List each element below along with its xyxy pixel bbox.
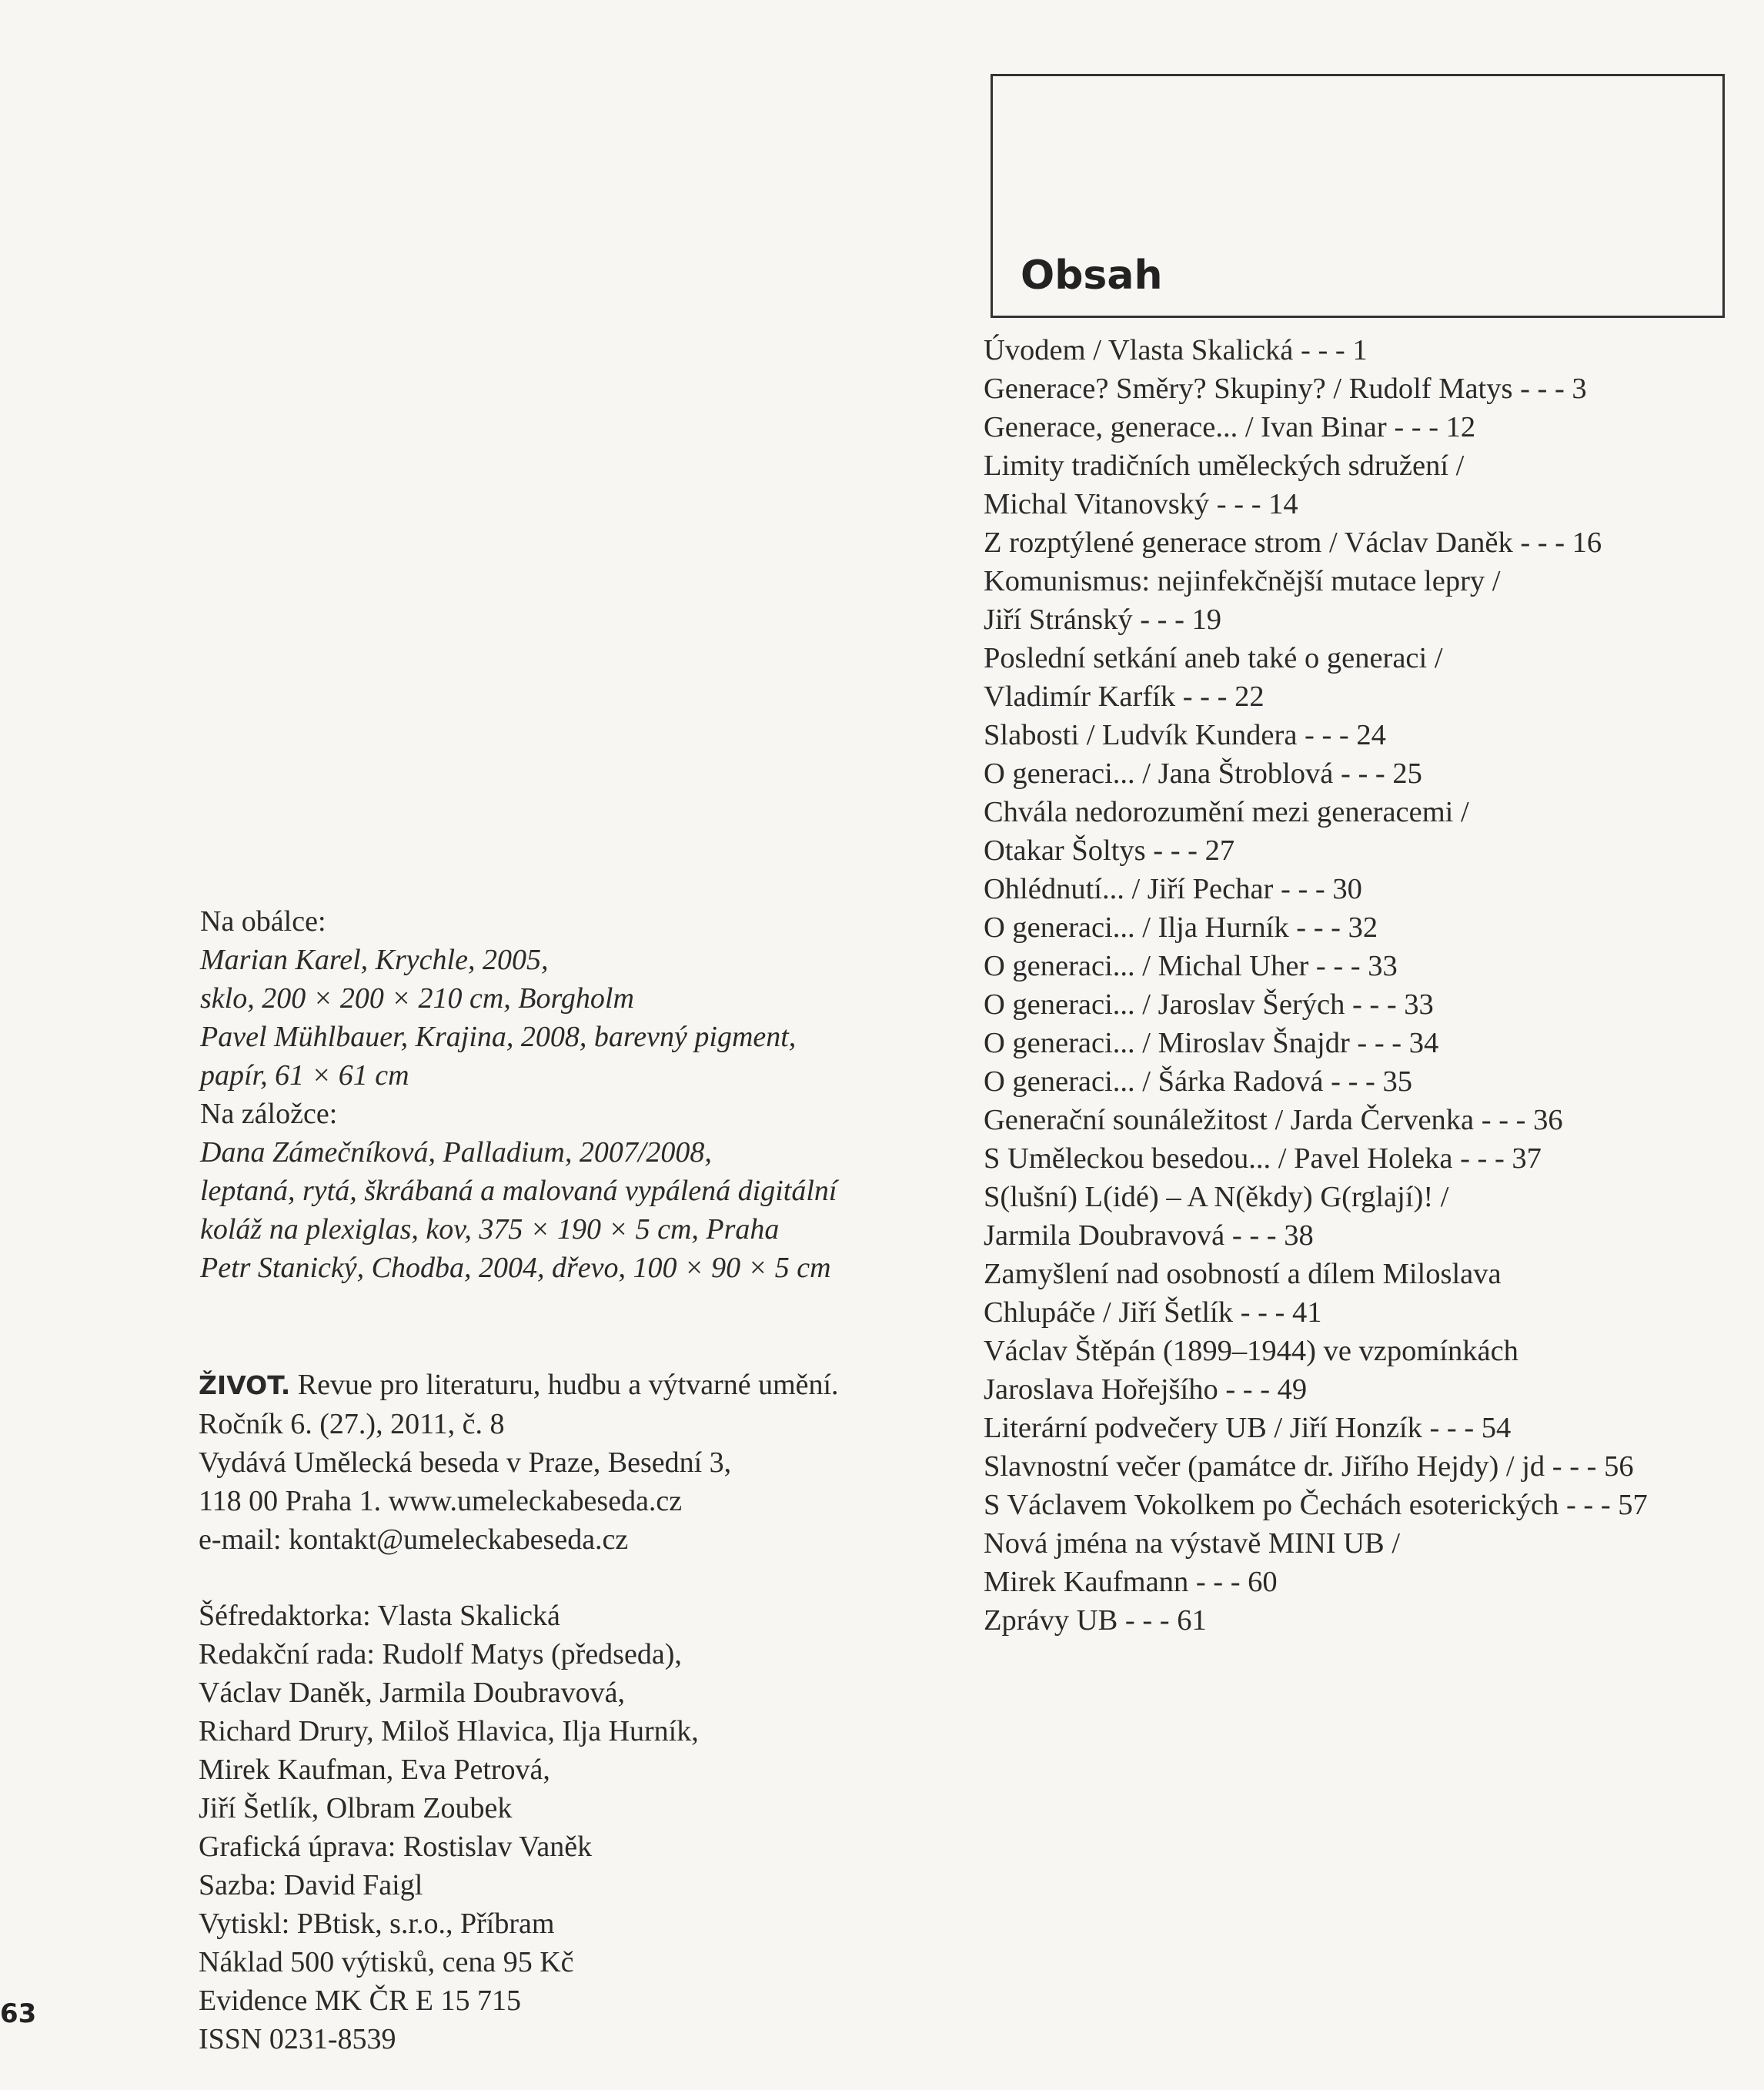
staff-line: ISSN 0231-8539 <box>199 2023 396 2055</box>
cover-credit-line: Pavel Mühlbauer, Krajina, 2008, barevný pigment, <box>200 1021 797 1053</box>
bookmark-credit-line: Dana Zámečníková, Palladium, 2007/2008, <box>200 1136 712 1169</box>
toc-line: Generační sounáležitost / Jarda Červenka - - - 36 <box>984 1104 1563 1136</box>
imprint-line: e-mail: kontakt@umeleckabeseda.cz <box>199 1523 629 1556</box>
cover-credit-line: Marian Karel, Krychle, 2005, <box>200 944 549 976</box>
toc-line: O generaci... / Michal Uher - - - 33 <box>984 950 1398 982</box>
magazine-tagline: Revue pro literaturu, hudbu a výtvarné umění. <box>290 1369 839 1401</box>
toc-line: Jaroslava Hořejšího - - - 49 <box>984 1373 1308 1406</box>
toc-line: S Uměleckou besedou... / Pavel Holeka - - - 37 <box>984 1142 1542 1175</box>
toc-line: Slavnostní večer (památce dr. Jiřího Hejdy) / jd - - - 56 <box>984 1450 1634 1483</box>
toc-line: Generace, generace... / Ivan Binar - - - 12 <box>984 411 1476 443</box>
staff-line: Sazba: David Faigl <box>199 1869 423 1901</box>
toc-line: O generaci... / Ilja Hurník - - - 32 <box>984 911 1378 944</box>
staff-line: Jiří Šetlík, Olbram Zoubek <box>199 1792 513 1824</box>
toc-line: Literární podvečery UB / Jiří Honzík - - - 54 <box>984 1412 1512 1444</box>
imprint-line: Ročník 6. (27.), 2011, č. 8 <box>199 1408 505 1440</box>
contents-heading: Obsah <box>1021 252 1163 299</box>
toc-line: Otakar Šoltys - - - 27 <box>984 834 1235 867</box>
staff-line: Redakční rada: Rudolf Matys (předseda), <box>199 1638 682 1670</box>
staff-line: Václav Daněk, Jarmila Doubravová, <box>199 1677 625 1709</box>
staff-line: Evidence MK ČR E 15 715 <box>199 1985 522 2017</box>
toc-line: Vladimír Karfík - - - 22 <box>984 681 1265 713</box>
toc-line: Z rozptýlené generace strom / Václav Daněk - - - 16 <box>984 527 1602 559</box>
imprint-title-line <box>199 1366 984 1405</box>
table-of-contents <box>984 331 1746 1640</box>
contents-heading-box <box>991 74 1725 318</box>
toc-line: Chvála nedorozumění mezi generacemi / <box>984 796 1469 828</box>
toc-line: Úvodem / Vlasta Skalická - - - 1 <box>984 334 1368 366</box>
toc-line: O generaci... / Šárka Radová - - - 35 <box>984 1065 1412 1098</box>
toc-line: Jarmila Doubravová - - - 38 <box>984 1219 1314 1252</box>
toc-line: Nová jména na výstavě MINI UB / <box>984 1527 1401 1560</box>
toc-line: Zamyšlení nad osobností a dílem Miloslava <box>984 1258 1502 1290</box>
cover-credits <box>200 902 970 1287</box>
cover-credit-line: papír, 61 × 61 cm <box>200 1059 409 1092</box>
staff-line: Náklad 500 výtisků, cena 95 Kč <box>199 1946 574 1978</box>
cover-label: Na obálce: <box>200 905 326 938</box>
toc-line: O generaci... / Jana Štroblová - - - 25 <box>984 757 1422 790</box>
toc-line: Ohlédnutí... / Jiří Pechar - - - 30 <box>984 873 1362 905</box>
staff-line: Mirek Kaufman, Eva Petrová, <box>199 1754 550 1786</box>
toc-line: O generaci... / Jaroslav Šerých - - - 33 <box>984 988 1434 1021</box>
staff-line: Richard Drury, Miloš Hlavica, Ilja Hurník, <box>199 1715 699 1747</box>
toc-line: Mirek Kaufmann - - - 60 <box>984 1566 1278 1598</box>
bookmark-credit-line: Petr Stanický, Chodba, 2004, dřevo, 100 × 90 × 5 cm <box>200 1252 831 1284</box>
toc-line: Generace? Směry? Skupiny? / Rudolf Matys - - - 3 <box>984 373 1587 405</box>
imprint-line: 118 00 Praha 1. www.umeleckabeseda.cz <box>199 1485 683 1517</box>
toc-line: Václav Štěpán (1899–1944) ve vzpomínkách <box>984 1335 1518 1367</box>
toc-line: Komunismus: nejinfekčnější mutace lepry / <box>984 565 1501 597</box>
bookmark-credit-line: leptaná, rytá, škrábaná a malovaná vypálená digitální <box>200 1175 837 1207</box>
staff-line: Grafická úprava: Rostislav Vaněk <box>199 1831 593 1863</box>
page-number: 63 <box>0 1998 37 2029</box>
toc-line: S Václavem Vokolkem po Čechách esoterických - - - 57 <box>984 1489 1648 1521</box>
staff-line: Šéfredaktorka: Vlasta Skalická <box>199 1600 560 1632</box>
toc-line: Limity tradičních uměleckých sdružení / <box>984 450 1465 482</box>
toc-line: Chlupáče / Jiří Šetlík - - - 41 <box>984 1296 1322 1329</box>
staff-line: Vytiskl: PBtisk, s.r.o., Příbram <box>199 1908 555 1940</box>
toc-line: Slabosti / Ludvík Kundera - - - 24 <box>984 719 1386 751</box>
bookmark-label: Na záložce: <box>200 1098 338 1130</box>
toc-line: Jiří Stránský - - - 19 <box>984 604 1222 636</box>
publication-imprint <box>199 1366 984 1559</box>
toc-line: S(lušní) L(idé) – A N(ěkdy) G(rglají)! / <box>984 1181 1449 1213</box>
magazine-name: ŽIVOT. <box>199 1370 291 1400</box>
toc-line: Zprávy UB - - - 61 <box>984 1604 1207 1637</box>
toc-line: O generaci... / Miroslav Šnajdr - - - 34 <box>984 1027 1439 1059</box>
imprint-line: Vydává Umělecká beseda v Praze, Besední 3, <box>199 1446 732 1479</box>
toc-line: Michal Vitanovský - - - 14 <box>984 488 1298 520</box>
editorial-staff <box>199 1597 984 2058</box>
bookmark-credit-line: koláž na plexiglas, kov, 375 × 190 × 5 cm, Praha <box>200 1213 780 1246</box>
cover-credit-line: sklo, 200 × 200 × 210 cm, Borgholm <box>200 982 634 1015</box>
toc-line: Poslední setkání aneb také o generaci / <box>984 642 1443 674</box>
